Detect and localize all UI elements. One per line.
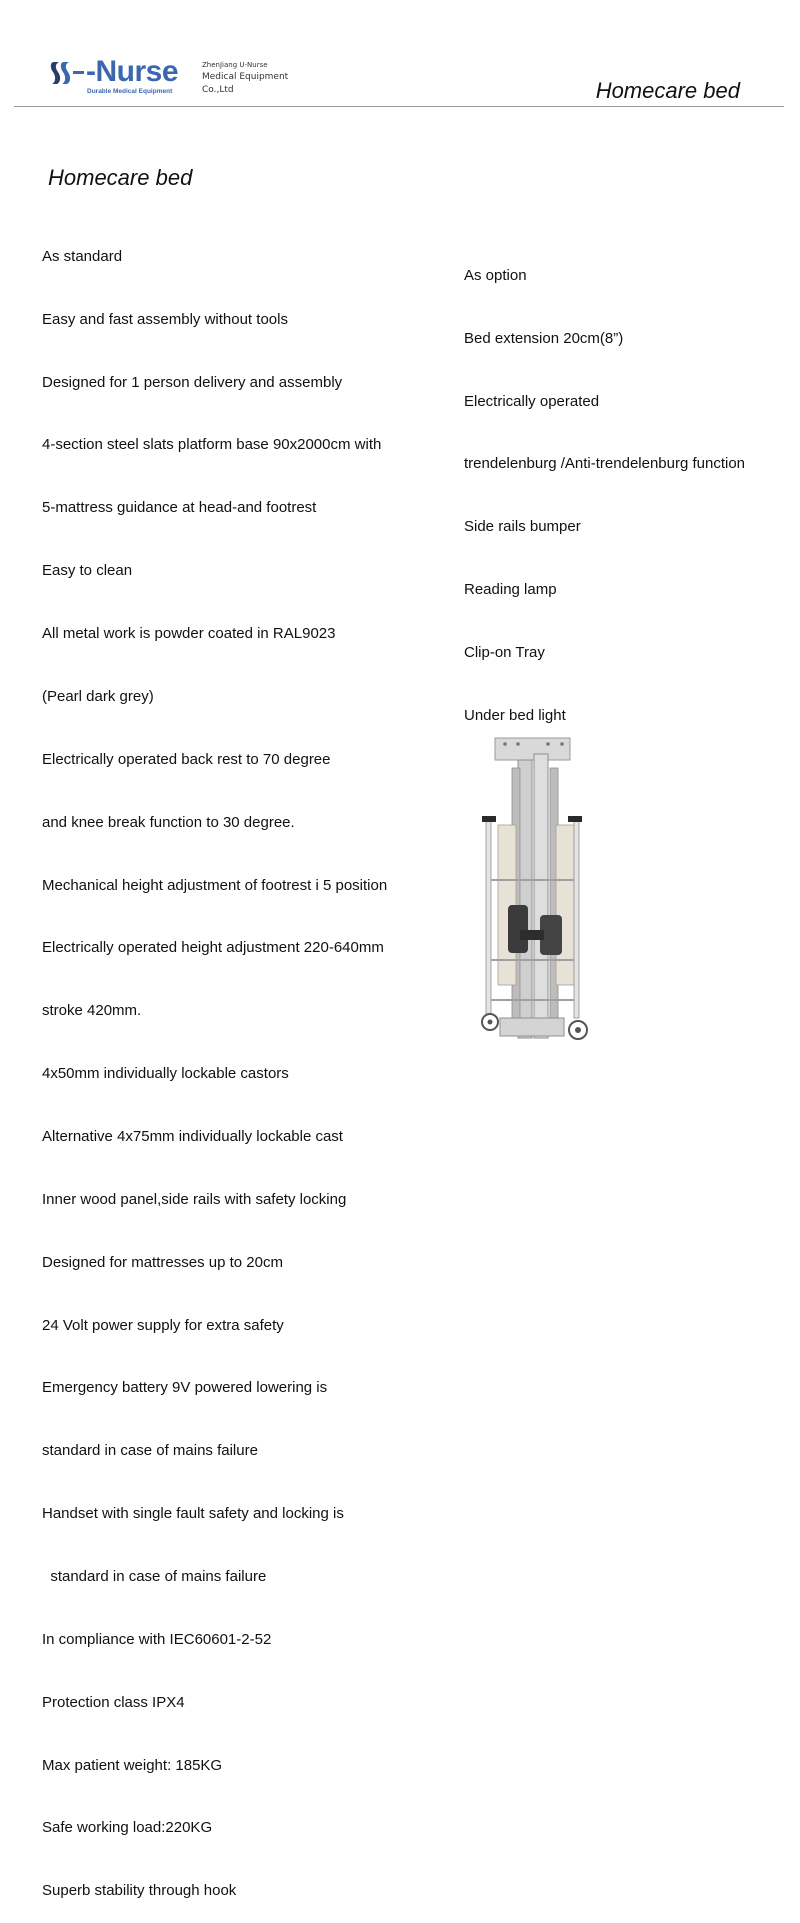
standard-item: and knee break function to 30 degree. [42,813,295,831]
standard-item: Designed for mattresses up to 20cm [42,1253,283,1271]
header-title: Homecare bed [595,78,740,103]
standard-item: In compliance with IEC60601-2-52 [42,1630,272,1648]
standard-item: Alternative 4x75mm individually lockable cast [42,1127,343,1145]
optional-features-list [464,224,784,748]
standard-item: Protection class IPX4 [42,1693,185,1711]
brand-tagline: Durable Medical Equipment [87,88,173,95]
option-item: Clip-on Tray [464,644,545,662]
standard-item: Emergency battery 9V powered lowering is [42,1379,328,1397]
standard-item: Inner wood panel,side rails with safety locking [42,1190,347,1208]
standard-item: 4x50mm individually lockable castors [42,1065,289,1083]
standard-item: Max patient weight: 185KG [42,1756,223,1774]
standard-item: Handset with single fault safety and locking is [42,1505,344,1523]
brand-name: -Nurse [86,55,179,88]
standard-item: Electrically operated back rest to 70 degree [42,750,331,768]
standard-item: Easy and fast assembly without tools [42,310,288,328]
page-title: Homecare bed [48,165,193,190]
page-header [0,0,800,110]
option-item: trendelenburg /Anti-trendelenburg function [464,455,746,473]
header-divider [14,106,784,107]
standard-item: (Pearl dark grey) [42,687,154,705]
company-logo [50,55,190,103]
option-item: Reading lamp [464,581,557,599]
standard-item: 24 Volt power supply for extra safety [42,1316,284,1334]
company-name [202,60,288,97]
standard-item: stroke 420mm. [42,1002,142,1020]
standard-item: standard in case of mains failure [42,1567,267,1585]
company-line-3: Co.,Ltd [202,85,234,95]
standard-heading: As standard [42,247,123,265]
standard-item: 4-section steel slats platform base 90x2000cm with [42,436,382,454]
standard-item: standard in case of mains failure [42,1442,258,1460]
standard-item: Electrically operated height adjustment 220-640mm [42,939,384,957]
option-item: Under bed light [464,706,566,724]
option-heading: As option [464,266,527,284]
option-item: Bed extension 20cm(8”) [464,329,624,347]
standard-item: Easy to clean [42,562,133,580]
standard-item: Safe working load:220KG [42,1819,213,1837]
standard-item: 5-mattress guidance at head-and footrest [42,499,317,517]
company-line-1: ZhenJiang U-Nurse [202,61,268,69]
standard-features-list [42,205,442,1923]
standard-item: Designed for 1 person delivery and assembly [42,373,343,391]
folded-homecare-bed-illustration [470,730,600,1050]
company-line-2: Medical Equipment [202,72,289,82]
option-item: Side rails bumper [464,518,581,536]
standard-item: Superb stability through hook [42,1882,237,1900]
standard-item: All metal work is powder coated in RAL9023 [42,625,336,643]
standard-item: Mechanical height adjustment of footrest i 5 position [42,876,388,894]
u-nurse-logo-mark-icon [50,60,86,86]
option-item: Electrically operated [464,392,600,410]
